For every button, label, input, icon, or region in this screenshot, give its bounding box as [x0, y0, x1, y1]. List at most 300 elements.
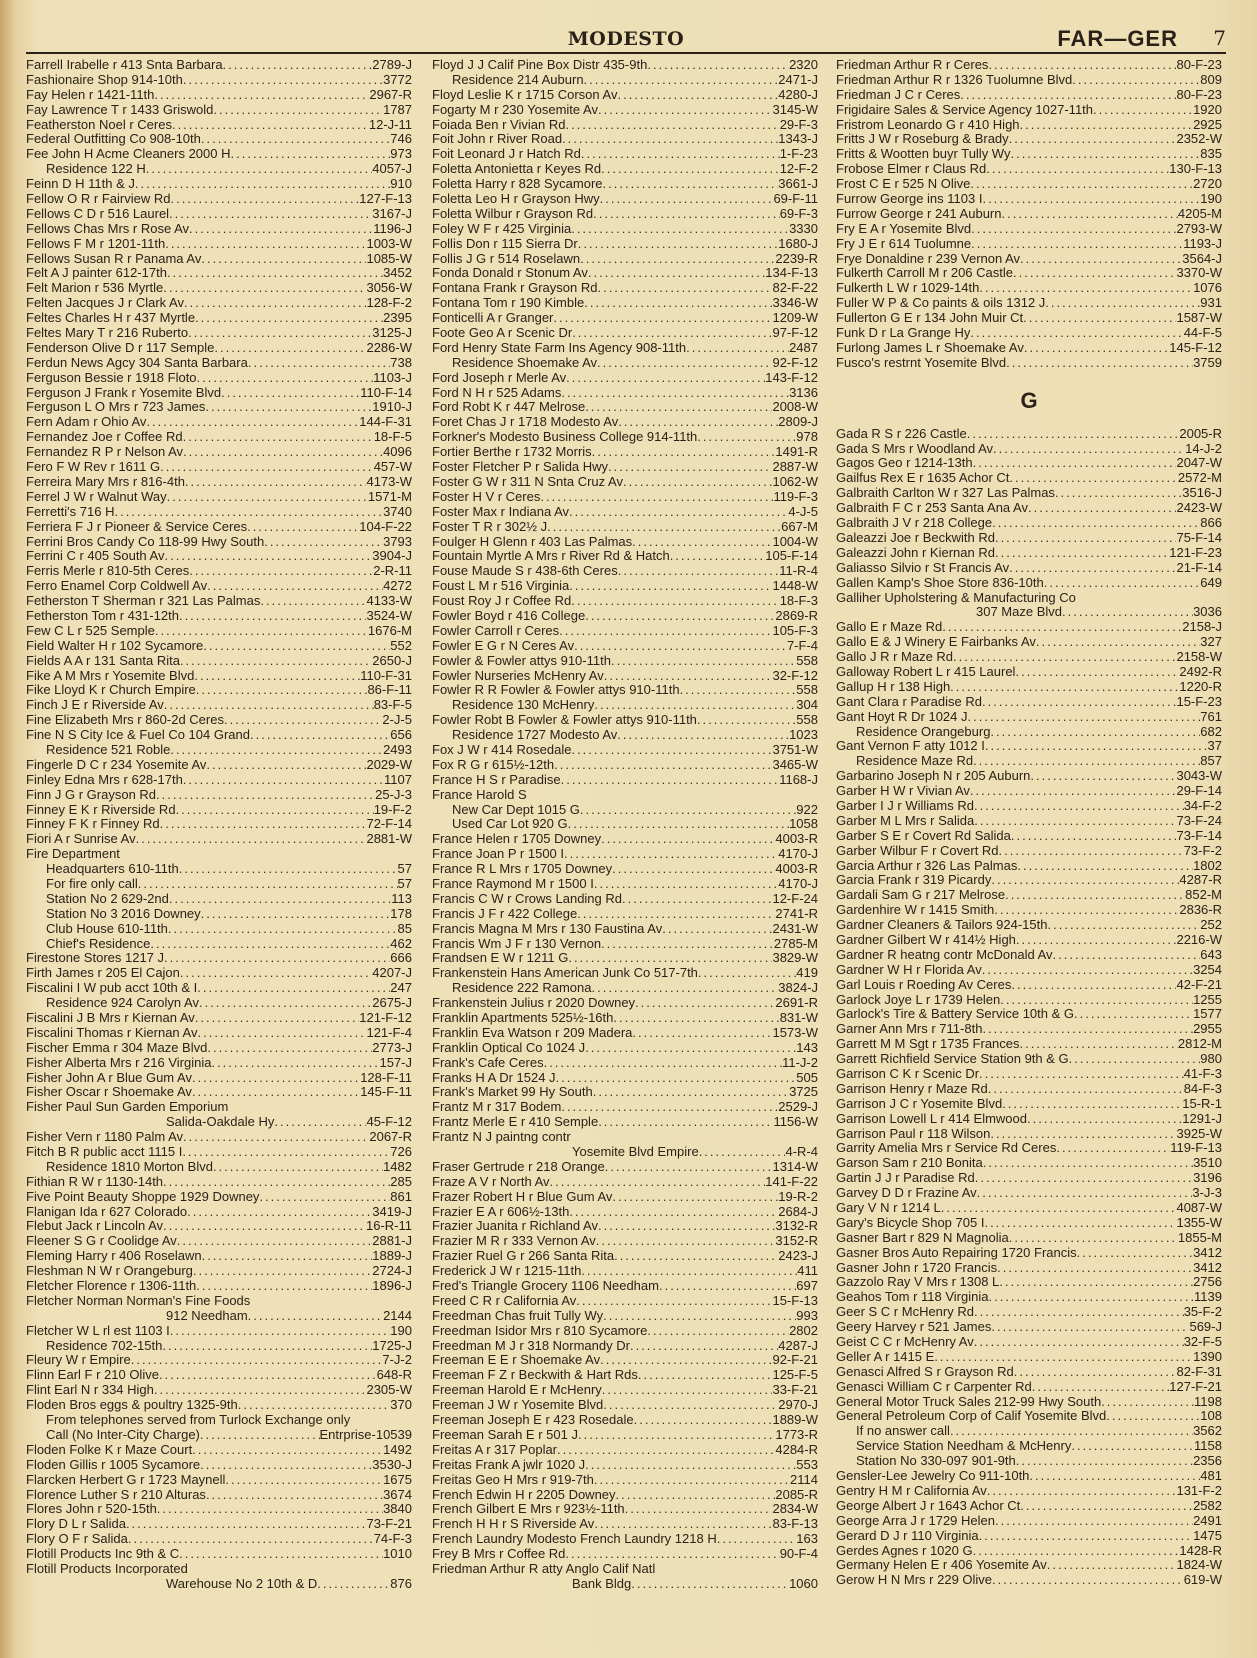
dot-leader	[207, 579, 383, 594]
phone-number: 73-F-21	[366, 1517, 412, 1532]
phone-number: 973	[390, 147, 412, 162]
phone-number: 2684-J	[778, 1204, 818, 1219]
listing-entry	[26, 192, 412, 207]
listing-name: Feltes Charles H r 437 Myrtle	[26, 311, 196, 326]
listing-entry	[836, 1052, 1222, 1067]
listing-entry	[26, 1190, 412, 1205]
dot-leader	[614, 1249, 778, 1264]
phone-number: 1196-J	[373, 221, 412, 236]
phone-number: 2491	[1193, 1513, 1222, 1528]
dot-leader	[995, 531, 1177, 546]
listing-name: Furrow George ins 1103 I	[836, 192, 983, 207]
dot-leader	[680, 683, 797, 698]
dot-leader	[1029, 1469, 1200, 1484]
phone-number: 32-F-5	[1183, 1335, 1222, 1350]
listing-entry	[26, 966, 412, 981]
listing-entry	[26, 609, 412, 624]
dot-leader	[1106, 1409, 1200, 1424]
dot-leader	[1074, 1007, 1193, 1022]
dot-leader	[670, 549, 766, 564]
phone-number: 419	[796, 966, 818, 981]
listing-name: Garner Ann Mrs r 711-8th	[836, 1022, 983, 1037]
phone-number: 11-J-2	[782, 1055, 818, 1070]
dot-leader	[638, 1368, 773, 1383]
listing-name: Used Car Lot 920 G	[452, 817, 568, 832]
listing-entry	[836, 1514, 1222, 1529]
listing-name: Garrity Amelia Mrs r Service Rd Ceres	[836, 1141, 1057, 1156]
listing-name: Foletta Antonietta r Keyes Rd	[432, 162, 602, 177]
listing-name: Funk D r La Grange Hy	[836, 326, 971, 341]
listing-name: Fowler & Fowler attys 910-11th	[432, 653, 611, 668]
dot-leader	[192, 1085, 360, 1100]
dot-leader	[550, 1175, 766, 1190]
phone-number: 134-F-13	[765, 266, 818, 281]
listing-entry	[26, 1547, 412, 1562]
listing-entry	[26, 1458, 412, 1473]
dot-leader	[686, 341, 789, 356]
listing-name: Yosemite Blvd Empire	[572, 1145, 699, 1160]
dot-leader	[1076, 591, 1222, 606]
listing-name: Fox R G r 615½-12th	[432, 757, 555, 772]
phone-number: 121-F-23	[1169, 545, 1222, 560]
listing-name: Gant Hoyt R Dr 1024 J	[836, 709, 968, 724]
dot-leader	[224, 713, 382, 728]
dot-leader	[1006, 356, 1193, 371]
listing-name: Fire Department	[26, 847, 120, 862]
listing-name: Frandsen E W r 1211 G	[432, 951, 569, 966]
listing-entry	[836, 1007, 1222, 1022]
listing-name: France Helen r 1705 Downey	[432, 832, 602, 847]
listing-name: Ferreira Mary Mrs r 816-4th	[26, 474, 185, 489]
listing-name: Flint Earl N r 334 High	[26, 1383, 154, 1398]
listing-name: Gerard D J r 110 Virginia	[836, 1528, 979, 1543]
phone-number: 3516-J	[1182, 486, 1222, 501]
listing-entry	[26, 639, 412, 654]
phone-number: 1773-R	[775, 1427, 818, 1442]
listing-entry	[432, 88, 818, 103]
dot-leader	[608, 460, 772, 475]
listing-name: Foletta Leo H r Grayson Hwy	[432, 192, 600, 207]
listing-entry	[432, 430, 818, 445]
listing-entry	[26, 415, 412, 430]
dot-leader	[547, 520, 781, 535]
dot-leader	[941, 1201, 1177, 1216]
listing-entry	[432, 118, 818, 133]
phone-number: 4207-J	[372, 966, 412, 981]
listing-entry	[432, 981, 818, 996]
phone-number: 12-J-11	[368, 117, 412, 132]
phone-number: 3840	[383, 1502, 412, 1517]
phone-number: 2887-W	[772, 460, 818, 475]
dot-leader	[632, 1026, 772, 1041]
listing-name: Felten Jacques J r Clark Av	[26, 296, 184, 311]
dot-leader	[544, 1056, 783, 1071]
dot-leader	[581, 1264, 797, 1279]
dot-leader	[580, 252, 775, 267]
listing-name: France H S r Paradise	[432, 772, 561, 787]
listing-entry	[836, 650, 1222, 665]
listing-name: Freitas Geo H Mrs r 919-7th	[432, 1472, 594, 1487]
phone-number: 3751-W	[772, 742, 818, 757]
dot-leader	[259, 1190, 390, 1205]
dot-leader	[179, 862, 398, 877]
phone-number: 3043-W	[1176, 769, 1222, 784]
listing-entry	[836, 326, 1222, 341]
dot-leader	[205, 400, 372, 415]
listing-entry	[836, 1365, 1222, 1380]
listing-entry	[432, 1264, 818, 1279]
dot-leader	[225, 1473, 383, 1488]
phone-number: 3152-R	[775, 1234, 818, 1249]
listing-entry	[836, 933, 1222, 948]
listing-name: Geahos Tom r 118 Virginia	[836, 1290, 989, 1305]
listing-name: Fine Elizabeth Mrs r 860-2d Ceres	[26, 713, 224, 728]
listing-name: Firth James r 205 El Cajon	[26, 966, 180, 981]
phone-number: 125-F-5	[772, 1368, 818, 1383]
listing-entry	[432, 683, 818, 698]
column-1	[26, 58, 412, 1592]
section-heading: G	[1020, 387, 1038, 413]
dot-leader	[170, 743, 383, 758]
dot-leader	[527, 788, 818, 803]
listing-entry	[836, 1186, 1222, 1201]
listing-entry	[432, 535, 818, 550]
dot-leader	[207, 1041, 372, 1056]
dot-leader	[201, 907, 391, 922]
listing-name: Flebut Jack r Lincoln Av	[26, 1219, 164, 1234]
dot-leader	[1020, 1037, 1178, 1052]
dot-leader	[982, 1022, 1193, 1037]
listing-name: Felt Marion r 536 Myrtle	[26, 281, 164, 296]
phone-number: 697	[796, 1279, 818, 1294]
phone-number: 4-J-5	[788, 504, 818, 519]
listing-name: Gentry H M r California Av	[836, 1483, 987, 1498]
phone-number: 113	[391, 891, 412, 906]
dot-leader	[1005, 888, 1185, 903]
dot-leader	[994, 903, 1179, 918]
listing-name: Frazier Ruel G r 266 Santa Rita	[432, 1249, 615, 1264]
listing-name: Fletcher W L rl est 1103 I	[26, 1323, 170, 1338]
phone-number: 1291-J	[1182, 1111, 1222, 1126]
listing-name: Fetherston Tom r 431-12th	[26, 608, 179, 623]
phone-number: 1193-J	[1183, 236, 1222, 251]
dot-leader	[600, 192, 774, 207]
phone-number: 1139	[1194, 1290, 1222, 1305]
dot-leader	[1027, 1112, 1182, 1127]
listing-name: Ferrini C r 405 South Av	[26, 549, 165, 564]
dot-leader	[569, 1205, 778, 1220]
dot-leader	[264, 535, 383, 550]
phone-number: 3056-W	[366, 281, 412, 296]
listing-entry	[432, 1115, 818, 1130]
listing-entry	[26, 698, 412, 713]
phone-number: 252	[1200, 918, 1222, 933]
listing-name: Fleury W r Empire	[26, 1353, 131, 1368]
phone-number: 1889-J	[372, 1249, 412, 1264]
listing-name: Fry J E r 614 Tuolumne	[836, 236, 972, 251]
dot-leader	[1020, 252, 1182, 267]
dot-leader	[594, 1517, 772, 1532]
phone-number: 29-F-3	[779, 117, 818, 132]
listing-entry	[26, 520, 412, 535]
listing-name: Gasner Bart r 829 N Magnolia	[836, 1230, 1009, 1245]
listing-name: Residence 1727 Modesto Av	[452, 728, 618, 743]
dot-leader	[999, 844, 1184, 859]
listing-entry	[836, 918, 1222, 933]
phone-number: 1855-M	[1177, 1230, 1222, 1245]
listing-name: Service Station Needham & McHenry	[856, 1439, 1072, 1454]
listing-name: Fay Helen r 1421-11th	[26, 87, 155, 102]
dot-leader	[982, 695, 1177, 710]
listing-entry	[432, 177, 818, 192]
listing-name: Freitas A r 317 Poplar	[432, 1442, 558, 1457]
phone-number: 4284-R	[775, 1442, 818, 1457]
listing-name: Flinn Earl F r 210 Olive	[26, 1368, 159, 1383]
listing-entry	[432, 1339, 818, 1354]
listing-name: Ferguson J Frank r Yosemite Blvd	[26, 385, 222, 400]
listing-entry	[432, 1011, 818, 1026]
listing-entry	[26, 1488, 412, 1503]
listing-entry	[432, 415, 818, 430]
dot-leader	[1036, 635, 1200, 650]
listing-name: Freeman E E r Shoemake Av	[432, 1353, 601, 1368]
listing-name: Fowler R R Fowler & Fowler attys 910-11th	[432, 683, 680, 698]
listing-name: Fowler Nurseries McHenry Av	[432, 668, 604, 683]
phone-number: 1725-J	[372, 1338, 412, 1353]
listing-entry	[432, 832, 818, 847]
listing-entry	[836, 1261, 1222, 1276]
dot-leader	[248, 1309, 383, 1324]
listing-name: Gardali Sam G r 217 Melrose	[836, 888, 1006, 903]
phone-number: 1220-R	[1179, 679, 1222, 694]
listing-entry	[836, 1469, 1222, 1484]
listing-name: Gardenhire W r 1415 Smith	[836, 903, 995, 918]
listing-entry	[432, 862, 818, 877]
phone-number: 4170-J	[778, 876, 818, 891]
dot-leader	[561, 386, 789, 401]
phone-number: 1787	[383, 102, 412, 117]
listing-name: Fraser Gertrude r 218 Orange	[432, 1159, 605, 1174]
dot-leader	[197, 371, 374, 386]
dot-leader	[585, 1041, 796, 1056]
listing-entry	[432, 207, 818, 222]
phone-number: 1023	[789, 728, 818, 743]
phone-number: 178	[390, 906, 412, 921]
listing-name: Galbraith J V r 218 College	[836, 516, 993, 531]
phone-number: 21-F-14	[1176, 560, 1222, 575]
listing-entry	[432, 758, 818, 773]
dot-leader	[185, 475, 367, 490]
listing-entry	[432, 1294, 818, 1309]
phone-number: 3412	[1193, 1260, 1222, 1275]
listing-entry	[26, 237, 412, 252]
listing-name: Flotill Products Inc 9th & C	[26, 1547, 180, 1562]
phone-number: 15-R-1	[1182, 1096, 1222, 1111]
listing-entry	[26, 1562, 412, 1577]
phone-number: 131-F-2	[1176, 1483, 1222, 1498]
listing-name: Freitas Frank A jwlr 1020 J	[432, 1457, 586, 1472]
dot-leader	[603, 1309, 796, 1324]
listing-name: Fellow O R r Fairview Rd	[26, 192, 171, 207]
dot-leader	[192, 1071, 360, 1086]
listing-entry	[26, 877, 412, 892]
listing-name: Friedman Arthur R atty Anglo Calif Natl	[432, 1561, 656, 1576]
listing-name: Fetherston T Sherman r 321 Las Palmas	[26, 594, 261, 609]
phone-number: 1004-W	[772, 534, 818, 549]
listing-name: Gardner Cleaners & Tailors 924-15th	[836, 918, 1048, 933]
dot-leader	[120, 847, 412, 862]
listing-name: Genasci Alfred S r Grayson Rd	[836, 1364, 1014, 1379]
dot-leader	[611, 654, 796, 669]
listing-entry	[836, 1409, 1222, 1424]
dot-leader	[150, 937, 390, 952]
phone-number: 190	[1200, 192, 1222, 207]
phone-number: 74-F-3	[373, 1532, 412, 1547]
listing-entry	[836, 456, 1222, 471]
dot-leader	[1020, 1499, 1193, 1514]
page-number: 7	[1213, 26, 1226, 50]
dot-leader	[593, 207, 780, 222]
phone-number: 80-F-23	[1176, 87, 1222, 102]
dot-leader	[968, 710, 1201, 725]
dot-leader	[565, 118, 779, 133]
listing-name: Garlock's Tire & Battery Service 10th & G	[836, 1007, 1075, 1022]
dot-leader	[612, 862, 775, 877]
phone-number: 1587-W	[1176, 311, 1222, 326]
phone-number: 2785-M	[773, 936, 818, 951]
phone-number: 85	[397, 921, 412, 936]
listing-entry	[836, 1320, 1222, 1335]
dot-leader	[598, 1219, 775, 1234]
dot-leader	[970, 784, 1177, 799]
listing-entry	[432, 951, 818, 966]
listing-name: Floden Folke K r Maze Court	[26, 1442, 193, 1457]
listing-entry	[26, 1026, 412, 1041]
phone-number: 648-R	[376, 1368, 412, 1383]
listing-entry	[26, 549, 412, 564]
listing-entry	[26, 326, 412, 341]
phone-number: 2320	[789, 58, 818, 72]
dot-leader	[974, 1335, 1184, 1350]
listing-name: Garcia Frank r 319 Picardy	[836, 873, 992, 888]
listing-entry	[26, 594, 412, 609]
dot-leader	[975, 1171, 1193, 1186]
dot-leader	[540, 490, 773, 505]
phone-number: 2144	[383, 1308, 412, 1323]
listing-name: Fouse Maude S r 438-6th Ceres	[432, 564, 618, 579]
dot-leader	[571, 743, 772, 758]
listing-entry	[432, 803, 818, 818]
dot-leader	[170, 1324, 391, 1339]
phone-number: 3793	[383, 534, 412, 549]
listing-entry	[432, 624, 818, 639]
dot-leader	[585, 400, 772, 415]
listing-name: Fisher Vern r 1180 Palm Av	[26, 1130, 184, 1145]
dot-leader	[574, 639, 787, 654]
listing-name: Gerow H N Mrs r 229 Olive	[836, 1573, 993, 1588]
listing-name: French Laundry Modesto French Laundry 1218 H	[432, 1532, 717, 1547]
listing-entry	[26, 535, 412, 550]
dot-leader	[196, 683, 368, 698]
listing-name: Floden Gillis r 1005 Sycamore	[26, 1457, 201, 1472]
dot-leader	[221, 386, 360, 401]
listing-name: Foulger H Glenn r 403 Las Palmas	[432, 534, 633, 549]
listing-entry	[836, 576, 1222, 591]
phone-number: 143-F-12	[765, 370, 818, 385]
listing-entry	[432, 1056, 818, 1071]
listing-entry	[836, 1231, 1222, 1246]
phone-number: 2423-J	[778, 1249, 818, 1264]
dot-leader	[990, 725, 1200, 740]
dot-leader	[1015, 665, 1179, 680]
listing-name: Freedman Chas fruit Tully Wy	[432, 1308, 604, 1323]
phone-number: 143	[796, 1040, 818, 1055]
phone-number: 2431-W	[772, 921, 818, 936]
dot-leader	[203, 639, 390, 654]
phone-number: 558	[796, 713, 818, 728]
dot-leader	[988, 1290, 1194, 1305]
listing-name: Station No 3 2016 Downey	[46, 906, 201, 921]
dot-leader	[625, 1502, 773, 1517]
listing-name: Garber S E r Covert Rd Salida	[836, 828, 1011, 843]
listing-entry	[432, 1532, 818, 1547]
listing-name: Fullerton G E r 134 John Muir Ct	[836, 311, 1024, 326]
dot-leader	[1014, 1365, 1177, 1380]
listing-name: Franklin Eva Watson r 209 Madera	[432, 1025, 633, 1040]
phone-number: 1920	[1193, 102, 1222, 117]
listing-name: Garrett M M Sgt r 1735 Frances	[836, 1037, 1020, 1052]
listing-name: Garber Wilbur F r Covert Rd	[836, 843, 999, 858]
listing-entry	[836, 665, 1222, 680]
listing-name: Fowler E G r N Ceres Av	[432, 638, 575, 653]
listing-entry	[26, 937, 412, 952]
phone-number: 2720	[1193, 177, 1222, 192]
dot-leader	[192, 1443, 383, 1458]
dot-leader	[592, 445, 776, 460]
listing-entry	[432, 922, 818, 937]
dot-leader	[146, 415, 359, 430]
phone-number: 57	[397, 862, 412, 877]
phone-number: 866	[1200, 516, 1222, 531]
listing-entry	[836, 1127, 1222, 1142]
listing-name: Fleshman N W r Orangeburg	[26, 1264, 193, 1279]
phone-number: 1910-J	[372, 400, 412, 415]
phone-number: 29-F-14	[1176, 784, 1222, 799]
listing-entry	[836, 177, 1222, 192]
listing-name: Gary's Bicycle Shop 705 I	[836, 1215, 985, 1230]
listing-name: Finney F K r Finney Rd	[26, 817, 160, 832]
listing-entry	[836, 296, 1222, 311]
listing-entry	[432, 1428, 818, 1443]
listing-name: Fisher Paul Sun Garden Emporium	[26, 1100, 229, 1115]
dot-leader	[163, 281, 366, 296]
phone-number: 105-F-3	[772, 623, 818, 638]
listing-entry	[26, 1011, 412, 1026]
dot-leader	[1011, 829, 1177, 844]
phone-number: 993	[796, 1308, 818, 1323]
dot-leader	[183, 773, 384, 788]
listing-name: Fern Adam r Ohio Av	[26, 415, 147, 430]
dot-leader	[169, 892, 391, 907]
phone-number: 145-F-12	[1169, 340, 1222, 355]
dot-leader	[618, 415, 778, 430]
dot-leader	[138, 877, 398, 892]
listing-entry	[26, 743, 412, 758]
phone-number: 2085-R	[775, 1487, 818, 1502]
phone-number: 4057-J	[372, 162, 412, 177]
listing-name: Fowler Boyd r 416 College	[432, 608, 586, 623]
dot-leader	[953, 650, 1176, 665]
